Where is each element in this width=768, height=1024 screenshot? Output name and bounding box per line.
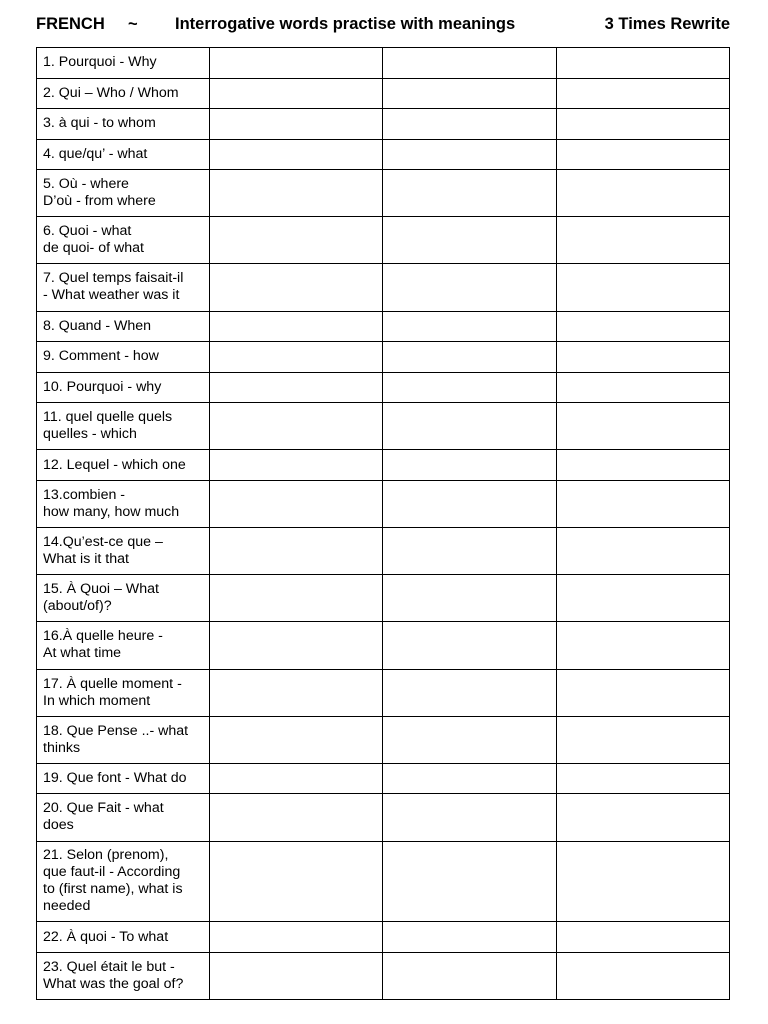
table-row (37, 372, 730, 403)
rewrite-blank-cell[interactable] (556, 794, 729, 841)
rewrite-blank-cell[interactable] (210, 841, 383, 922)
table-row (37, 716, 730, 763)
rewrite-blank-cell[interactable] (210, 716, 383, 763)
table-row (37, 311, 730, 342)
table-row (37, 78, 730, 109)
rewrite-blank-cell[interactable] (383, 480, 556, 527)
interrogative-word-cell: 10. Pourquoi - why (37, 372, 210, 403)
rewrite-blank-cell[interactable] (556, 952, 729, 999)
rewrite-blank-cell[interactable] (210, 264, 383, 311)
rewrite-blank-cell[interactable] (556, 450, 729, 481)
rewrite-blank-cell[interactable] (556, 170, 729, 217)
rewrite-blank-cell[interactable] (556, 669, 729, 716)
rewrite-blank-cell[interactable] (383, 48, 556, 79)
rewrite-blank-cell[interactable] (210, 372, 383, 403)
table-row (37, 342, 730, 373)
interrogative-word-cell: 18. Que Pense ..- what thinks (37, 716, 210, 763)
rewrite-blank-cell[interactable] (210, 794, 383, 841)
table-row (37, 170, 730, 217)
interrogative-word-cell: 9. Comment - how (37, 342, 210, 373)
rewrite-blank-cell[interactable] (210, 450, 383, 481)
rewrite-instruction: 3 Times Rewrite (604, 15, 730, 33)
interrogative-word-cell: 21. Selon (prenom), que faut-il - According to (first name), what is needed (37, 841, 210, 922)
rewrite-blank-cell[interactable] (383, 922, 556, 953)
subject-label: FRENCH (36, 15, 105, 33)
rewrite-blank-cell[interactable] (383, 217, 556, 264)
table-row (37, 48, 730, 79)
interrogative-word-cell: 16.À quelle heure - At what time (37, 622, 210, 669)
rewrite-blank-cell[interactable] (210, 527, 383, 574)
rewrite-blank-cell[interactable] (383, 763, 556, 794)
rewrite-blank-cell[interactable] (556, 622, 729, 669)
rewrite-blank-cell[interactable] (383, 170, 556, 217)
rewrite-blank-cell[interactable] (210, 170, 383, 217)
rewrite-blank-cell[interactable] (383, 264, 556, 311)
rewrite-blank-cell[interactable] (556, 342, 729, 373)
table-row (37, 450, 730, 481)
interrogative-word-cell: 15. À Quoi – What (about/of)? (37, 575, 210, 622)
rewrite-blank-cell[interactable] (556, 217, 729, 264)
rewrite-blank-cell[interactable] (556, 763, 729, 794)
interrogative-word-cell: 23. Quel était le but - What was the goal of? (37, 952, 210, 999)
table-row (37, 217, 730, 264)
interrogative-word-cell: 14.Qu’est-ce que – What is it that (37, 527, 210, 574)
rewrite-blank-cell[interactable] (210, 952, 383, 999)
rewrite-blank-cell[interactable] (210, 342, 383, 373)
rewrite-blank-cell[interactable] (383, 311, 556, 342)
rewrite-blank-cell[interactable] (383, 841, 556, 922)
table-row (37, 669, 730, 716)
rewrite-blank-cell[interactable] (556, 264, 729, 311)
table-row (37, 841, 730, 922)
table-row (37, 139, 730, 170)
rewrite-blank-cell[interactable] (556, 78, 729, 109)
rewrite-blank-cell[interactable] (210, 311, 383, 342)
interrogative-word-cell: 7. Quel temps faisait-il - What weather was it (37, 264, 210, 311)
rewrite-blank-cell[interactable] (556, 575, 729, 622)
rewrite-blank-cell[interactable] (210, 480, 383, 527)
header-separator: ~ (128, 15, 138, 33)
interrogative-word-cell: 6. Quoi - what de quoi- of what (37, 217, 210, 264)
rewrite-blank-cell[interactable] (383, 139, 556, 170)
interrogative-word-cell: 17. À quelle moment - In which moment (37, 669, 210, 716)
worksheet-title: Interrogative words practise with meanings (175, 15, 516, 33)
rewrite-blank-cell[interactable] (210, 217, 383, 264)
rewrite-blank-cell[interactable] (383, 952, 556, 999)
rewrite-blank-cell[interactable] (383, 342, 556, 373)
rewrite-blank-cell[interactable] (556, 48, 729, 79)
practice-rows (37, 48, 730, 1000)
table-row (37, 622, 730, 669)
table-row (37, 575, 730, 622)
interrogative-word-cell: 12. Lequel - which one (37, 450, 210, 481)
rewrite-blank-cell[interactable] (556, 527, 729, 574)
interrogative-word-cell: 13.combien - how many, how much (37, 480, 210, 527)
rewrite-blank-cell[interactable] (556, 922, 729, 953)
worksheet-header (36, 12, 730, 36)
rewrite-blank-cell[interactable] (383, 109, 556, 140)
rewrite-blank-cell[interactable] (556, 372, 729, 403)
interrogative-word-cell: 5. Où - where D’où - from where (37, 170, 210, 217)
table-row (37, 794, 730, 841)
table-row (37, 480, 730, 527)
rewrite-blank-cell[interactable] (210, 622, 383, 669)
interrogative-word-cell: 11. quel quelle quels quelles - which (37, 403, 210, 450)
rewrite-blank-cell[interactable] (556, 716, 729, 763)
rewrite-blank-cell[interactable] (383, 716, 556, 763)
rewrite-blank-cell[interactable] (210, 109, 383, 140)
rewrite-blank-cell[interactable] (556, 480, 729, 527)
rewrite-blank-cell[interactable] (556, 109, 729, 140)
rewrite-blank-cell[interactable] (383, 622, 556, 669)
rewrite-blank-cell[interactable] (210, 763, 383, 794)
interrogative-word-cell: 1. Pourquoi - Why (37, 48, 210, 79)
rewrite-blank-cell[interactable] (210, 139, 383, 170)
rewrite-blank-cell[interactable] (383, 794, 556, 841)
rewrite-blank-cell[interactable] (383, 78, 556, 109)
rewrite-blank-cell[interactable] (383, 403, 556, 450)
practice-table (36, 47, 730, 1000)
rewrite-blank-cell[interactable] (556, 841, 729, 922)
interrogative-word-cell: 20. Que Fait - what does (37, 794, 210, 841)
table-row (37, 527, 730, 574)
rewrite-blank-cell[interactable] (383, 669, 556, 716)
rewrite-blank-cell[interactable] (210, 669, 383, 716)
interrogative-word-cell: 8. Quand - When (37, 311, 210, 342)
interrogative-word-cell: 3. à qui - to whom (37, 109, 210, 140)
rewrite-blank-cell[interactable] (210, 922, 383, 953)
table-row (37, 952, 730, 999)
interrogative-word-cell: 2. Qui – Who / Whom (37, 78, 210, 109)
rewrite-blank-cell[interactable] (210, 575, 383, 622)
interrogative-word-cell: 19. Que font - What do (37, 763, 210, 794)
rewrite-blank-cell[interactable] (383, 575, 556, 622)
table-row (37, 763, 730, 794)
table-row (37, 109, 730, 140)
rewrite-blank-cell[interactable] (383, 527, 556, 574)
rewrite-blank-cell[interactable] (556, 139, 729, 170)
rewrite-blank-cell[interactable] (210, 48, 383, 79)
table-row (37, 403, 730, 450)
table-row (37, 922, 730, 953)
rewrite-blank-cell[interactable] (210, 78, 383, 109)
rewrite-blank-cell[interactable] (210, 403, 383, 450)
table-row (37, 264, 730, 311)
rewrite-blank-cell[interactable] (556, 311, 729, 342)
rewrite-blank-cell[interactable] (383, 372, 556, 403)
interrogative-word-cell: 4. que/qu’ - what (37, 139, 210, 170)
rewrite-blank-cell[interactable] (556, 403, 729, 450)
interrogative-word-cell: 22. À quoi - To what (37, 922, 210, 953)
rewrite-blank-cell[interactable] (383, 450, 556, 481)
